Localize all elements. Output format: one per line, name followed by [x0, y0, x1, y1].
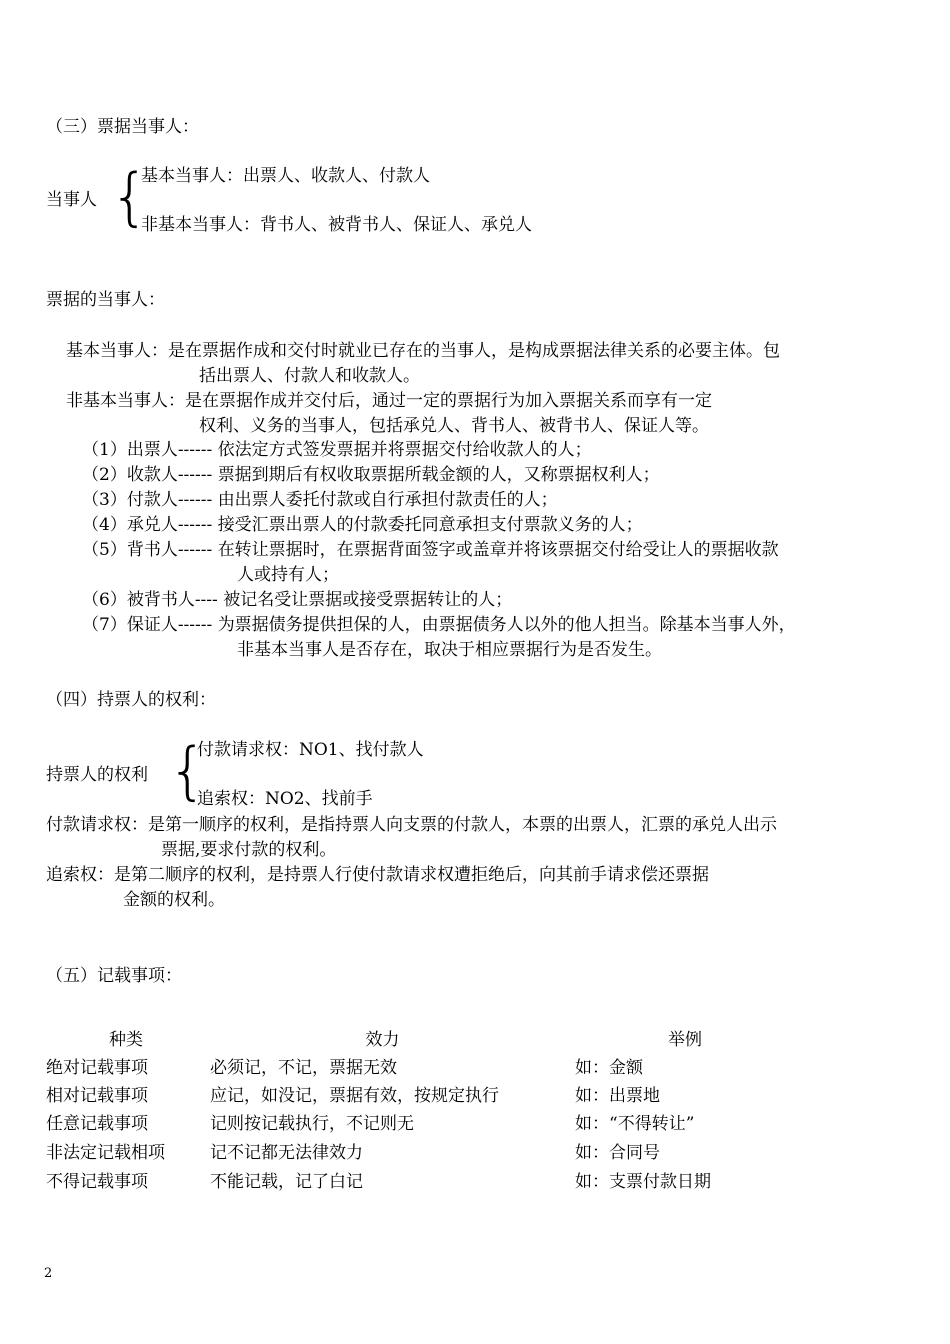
diagram-line-nonbasic: 非基本当事人：背书人、被背书人、保证人、承兑人 — [141, 215, 532, 235]
list-item-term: （6）被背书人---- — [82, 590, 218, 610]
list-item — [82, 440, 592, 460]
diagram-line-payment-right: 付款请求权：NO1、找付款人 — [197, 740, 424, 760]
table-cell-type: 任意记载事项 — [46, 1114, 148, 1134]
table-cell-type: 非法定记载相项 — [46, 1143, 165, 1163]
list-item-def: 接受汇票出票人的付款委托同意承担支付票款义务的人； — [217, 515, 643, 535]
table-cell-example: 如：“不得转让” — [575, 1114, 695, 1134]
payment-right-def-line1: 付款请求权：是第一顺序的权利，是指持票人向支票的付款人，本票的出票人，汇票的承兑人出示 — [46, 815, 777, 835]
basic-party-def-line1: 基本当事人：是在票据作成和交付时就业已存在的当事人，是构成票据法律关系的必要主体。包 — [66, 341, 780, 361]
list-item — [82, 615, 796, 635]
left-brace-icon: { — [110, 160, 150, 233]
nonbasic-party-def-line1: 非基本当事人：是在票据作成并交付后，通过一定的票据行为加入票据关系而享有一定 — [66, 391, 712, 411]
list-item-def: 被记名受让票据或接受票据转让的人； — [223, 590, 513, 610]
table-cell-effect: 必须记，不记，票据无效 — [210, 1058, 397, 1078]
list-item-continuation: 人或持有人； — [237, 565, 339, 585]
list-item-def: 票据到期后有权收取票据所载金额的人，又称票据权利人； — [217, 465, 660, 485]
section-3-heading: （三）票据当事人： — [46, 117, 199, 137]
list-item-term: （3）付款人------ — [82, 490, 213, 510]
section-5-heading: （五）记载事项： — [46, 966, 182, 986]
table-cell-type: 不得记载事项 — [46, 1172, 148, 1192]
list-item-term: （4）承兑人------ — [82, 515, 213, 535]
list-item-def: 在转让票据时，在票据背面签字或盖章并将该票据交付给受让人的票据收款 — [217, 540, 779, 560]
table-cell-effect: 应记，如没记，票据有效，按规定执行 — [210, 1086, 499, 1106]
list-item — [82, 465, 660, 485]
table-header-effect: 效力 — [365, 1030, 400, 1050]
list-item — [82, 590, 512, 610]
table-cell-effect: 记则按记载执行，不记则无 — [210, 1114, 414, 1134]
recourse-right-def-line2: 金额的权利。 — [123, 890, 225, 910]
nonbasic-party-def-line2: 权利、义务的当事人，包括承兑人、背书人、被背书人、保证人等。 — [199, 416, 709, 436]
list-item-term: （7）保证人------ — [82, 615, 213, 635]
list-item-def: 为票据债务提供担保的人，由票据债务人以外的他人担当。除基本当事人外， — [217, 615, 796, 635]
list-item-term: （5）背书人------ — [82, 540, 213, 560]
diagram-line-basic: 基本当事人：出票人、收款人、付款人 — [141, 166, 430, 186]
table-cell-effect: 不能记载，记了白记 — [210, 1172, 363, 1192]
diagram-label: 持票人的权利 — [46, 765, 148, 785]
table-header-type: 种类 — [109, 1030, 143, 1050]
list-item-def: 依法定方式签发票据并将票据交付给收款人的人； — [217, 440, 592, 460]
diagram-label: 当事人 — [46, 190, 97, 210]
table-header-example: 举例 — [668, 1030, 702, 1050]
list-item — [82, 515, 643, 535]
diagram-line-recourse-right: 追索权：NO2、找前手 — [197, 789, 373, 809]
list-item-continuation: 非基本当事人是否存在，取决于相应票据行为是否发生。 — [237, 640, 662, 660]
page-number: 2 — [44, 1266, 53, 1281]
list-item — [82, 540, 779, 560]
table-cell-example: 如：出票地 — [575, 1086, 660, 1106]
table-cell-type: 绝对记载事项 — [46, 1058, 148, 1078]
list-item-term: （1）出票人------ — [82, 440, 213, 460]
parties-subheading: 票据的当事人： — [46, 290, 165, 310]
table-cell-type: 相对记载事项 — [46, 1086, 148, 1106]
list-item — [82, 490, 558, 510]
section-4-heading: （四）持票人的权利： — [46, 690, 216, 710]
payment-right-def-line2: 票据,要求付款的权利。 — [161, 840, 337, 860]
list-item-def: 由出票人委托付款或自行承担付款责任的人； — [217, 490, 558, 510]
table-cell-example: 如：支票付款日期 — [575, 1172, 711, 1192]
left-brace-icon: { — [168, 734, 208, 807]
table-cell-example: 如：金额 — [575, 1058, 643, 1078]
basic-party-def-line2: 括出票人、付款人和收款人。 — [199, 366, 420, 386]
table-cell-effect: 记不记都无法律效力 — [210, 1143, 363, 1163]
recourse-right-def-line1: 追索权：是第二顺序的权利，是持票人行使付款请求权遭拒绝后，向其前手请求偿还票据 — [46, 865, 709, 885]
list-item-term: （2）收款人------ — [82, 465, 213, 485]
table-cell-example: 如：合同号 — [575, 1143, 660, 1163]
